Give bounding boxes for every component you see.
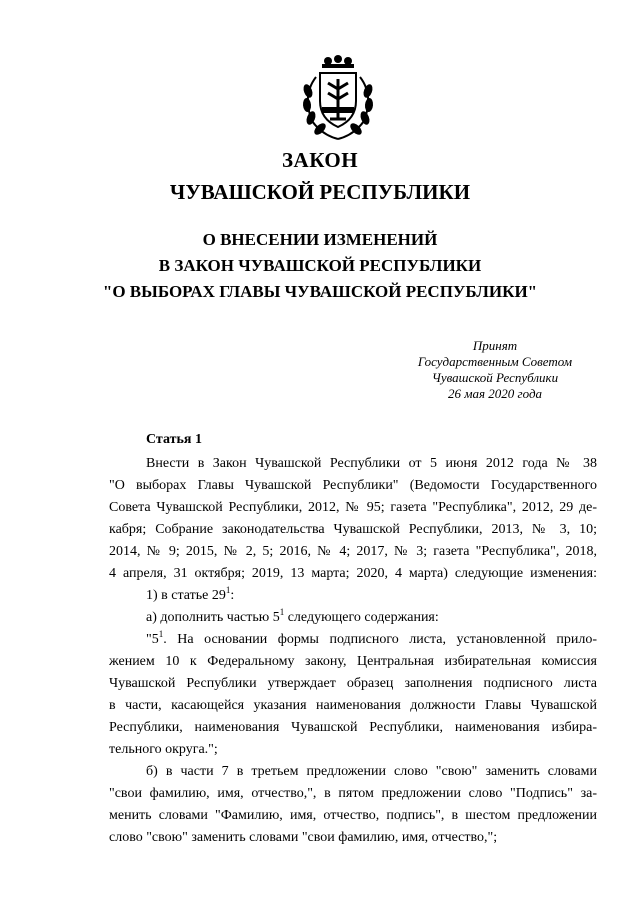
- item-b-line: менить словами "Фамилию, имя, отчество, подпись", в шестом предложении: [109, 808, 597, 823]
- item-b-line: слово "свою" заменить словами "свои фамилию, имя, отчество,";: [109, 830, 498, 845]
- article-text-line: Совета Чувашской Республики, 2012, № 95; газета "Республика", 2012, 29 де-: [109, 500, 597, 515]
- document-title: ЗАКОН: [281, 148, 359, 172]
- adoption-line-3: Чувашской Республики: [431, 370, 559, 385]
- coat-of-arms-emblem: [298, 55, 378, 143]
- article-text-line: Внести в Закон Чувашской Республики от 5 июня 2012 года № 38: [146, 456, 597, 471]
- document-title-republic: ЧУВАШСКОЙ РЕСПУБЛИКИ: [169, 180, 471, 204]
- article-text-line: "О выборах Главы Чувашской Республики" (Ведомости Государственного: [109, 478, 597, 493]
- item-a: а) дополнить частью $5^1$ следующего содержания:: [146, 608, 439, 625]
- item-b-line: б) в части 7 в третьем предложении слово "свою" заменить словами: [146, 764, 597, 779]
- adoption-line-2: Государственным Советом: [417, 354, 573, 369]
- article-text-line: 4 апреля, 31 октября; 2019, 13 марта; 2020, 4 марта) следующие изменения:: [109, 566, 597, 581]
- adoption-line-1: Принят: [472, 338, 518, 353]
- adoption-date: 26 мая 2020 года: [447, 386, 543, 401]
- quote-line: тельного округа.";: [109, 742, 218, 757]
- quote-line: Чувашской Республики утверждает образец заполнения подписного листа: [109, 676, 597, 691]
- law-subject-line-1: О ВНЕСЕНИИ ИЗМЕНЕНИЙ: [202, 230, 438, 249]
- item-1: 1) в статье $29^1$:: [146, 586, 235, 603]
- quote-line: "$5^1$. На основании формы подписного листа, установленной прило-: [146, 630, 597, 647]
- item-b-line: "свои фамилию, имя, отчество,", в пятом предложении слово "Подпись" за-: [109, 786, 597, 801]
- law-subject-line-2: В ЗАКОН ЧУВАШСКОЙ РЕСПУБЛИКИ: [158, 256, 482, 275]
- article-text-line: 2014, № 9; 2015, № 2, 5; 2016, № 4; 2017, № 3; газета "Республика", 2018,: [109, 544, 597, 559]
- article-text-line: кабря; Собрание законодательства Чувашской Республики, 2013, № 3, 10;: [109, 522, 597, 537]
- quote-line: Республики, наименования Чувашской Республики, наименования избира-: [109, 720, 597, 735]
- article-heading: Статья 1: [146, 432, 202, 447]
- quote-line: в части, касающейся указания наименования должности Главы Чувашской: [109, 698, 597, 713]
- law-subject-line-3: "О ВЫБОРАХ ГЛАВЫ ЧУВАШСКОЙ РЕСПУБЛИКИ": [102, 282, 538, 301]
- quote-line: жением 10 к Федеральному закону, Центральная избирательная комиссия: [109, 654, 597, 669]
